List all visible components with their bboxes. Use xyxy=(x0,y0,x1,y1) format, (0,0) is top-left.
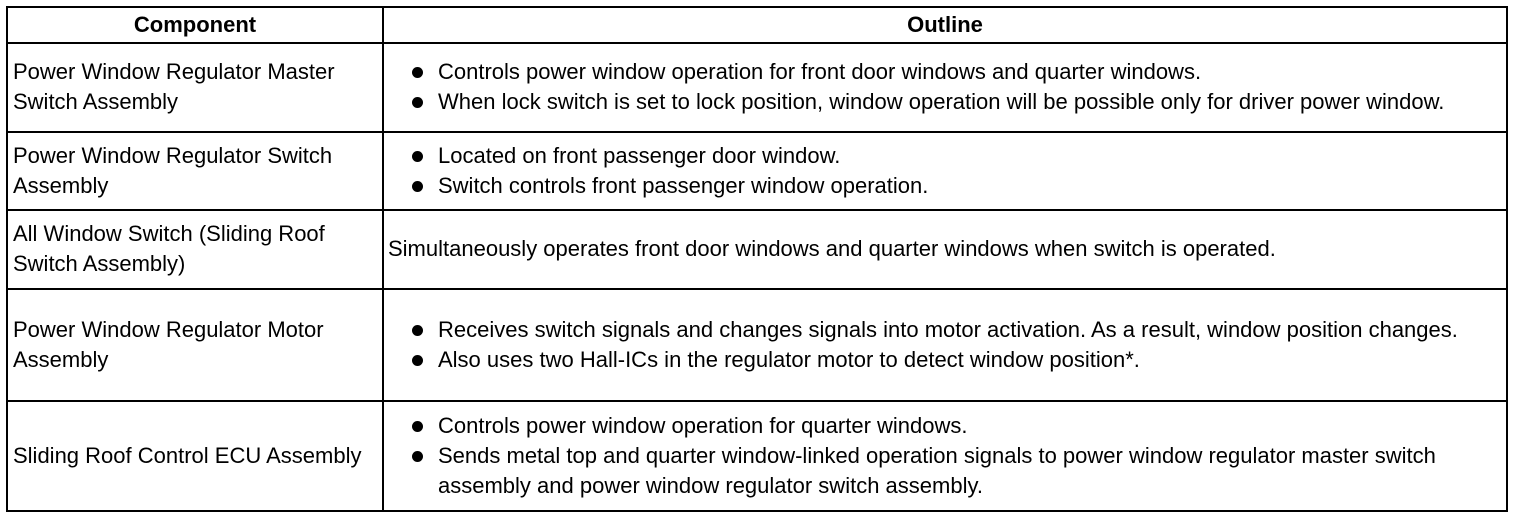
component-cell: Power Window Regulator Motor Assembly xyxy=(7,289,383,401)
header-row xyxy=(7,7,1507,43)
outline-bullet: Controls power window operation for quarter windows. xyxy=(388,411,1502,441)
component-outline-table xyxy=(6,6,1508,512)
outline-bullet: When lock switch is set to lock position, window operation will be possible only for driver power window. xyxy=(388,87,1502,117)
component-cell: Power Window Regulator Master Switch Assembly xyxy=(7,43,383,132)
outline-bullet: Located on front passenger door window. xyxy=(388,141,1502,171)
outline-bullets xyxy=(388,57,1502,117)
table-row xyxy=(7,289,1507,401)
component-cell: Sliding Roof Control ECU Assembly xyxy=(7,401,383,511)
outline-cell xyxy=(383,43,1507,132)
outline-cell: Simultaneously operates front door windows and quarter windows when switch is operated. xyxy=(383,210,1507,288)
outline-cell xyxy=(383,289,1507,401)
outline-cell xyxy=(383,401,1507,511)
table-row xyxy=(7,132,1507,210)
outline-bullet: Switch controls front passenger window operation. xyxy=(388,171,1502,201)
outline-bullets xyxy=(388,315,1502,375)
outline-bullet: Receives switch signals and changes signals into motor activation. As a result, window position changes. xyxy=(388,315,1502,345)
outline-bullet: Controls power window operation for front door windows and quarter windows. xyxy=(388,57,1502,87)
outline-bullet: Also uses two Hall-ICs in the regulator motor to detect window position*. xyxy=(388,345,1502,375)
outline-bullet: Sends metal top and quarter window-linked operation signals to power window regulator master switch assembly and power window regulator switch assembly. xyxy=(388,441,1502,501)
table-row xyxy=(7,43,1507,132)
component-cell: All Window Switch (Sliding Roof Switch Assembly) xyxy=(7,210,383,288)
header-component: Component xyxy=(7,7,383,43)
table-row xyxy=(7,401,1507,511)
component-cell: Power Window Regulator Switch Assembly xyxy=(7,132,383,210)
header-outline: Outline xyxy=(383,7,1507,43)
outline-bullets xyxy=(388,411,1502,501)
outline-bullets xyxy=(388,141,1502,201)
table-row xyxy=(7,210,1507,288)
outline-cell xyxy=(383,132,1507,210)
